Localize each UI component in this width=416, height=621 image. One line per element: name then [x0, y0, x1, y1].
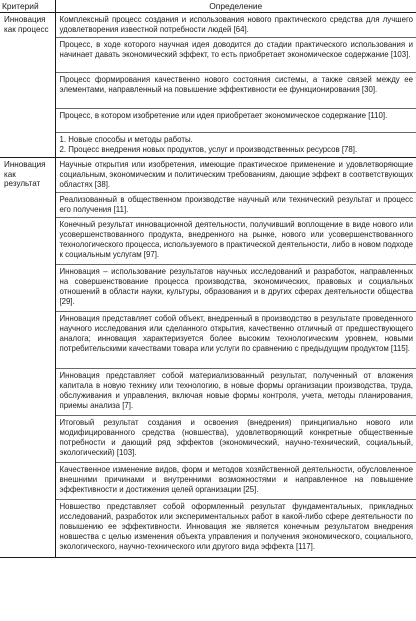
definition-item: Процесс, в котором изобретение или идея приобретает экономическое содержание [110].: [56, 109, 416, 133]
table-header-row: [0, 0, 416, 13]
header-definition: Определение: [55, 0, 416, 13]
criterion-result: Инновация как результат: [0, 158, 55, 558]
definition-item: Итоговый результат создания и освоения (внедрения) принципиально нового или модифицированного средства (новшества), удовлетворяющий конкретные общественные потребности и дающий ряд эффектов (экономический, научно-технический, социальный, экологический) [103].: [56, 416, 416, 463]
definition-item: Качественное изменение видов, форм и методов хозяйственной деятельности, обусловленное внешними причинами и внутренними возможностями и направленное на повышение эффективности и достижения целей организации [25].: [56, 463, 416, 500]
definition-item: Процесс формирования качественно нового состояния системы, а также связей между ее элементами, направленный на повышение эффективности ее функционирования [30].: [56, 73, 416, 109]
definition-item: Процесс, в ходе которого научная идея доводится до стадии практического использования и начинает давать экономический эффект, то есть приобретает экономическое содержание [103].: [56, 38, 416, 73]
group-row-result: [0, 158, 416, 558]
definition-item: 1. Новые способы и методы работы. 2. Процесс внедрения новых продуктов, услуг и производственных ресурсов [78].: [59, 135, 358, 154]
definition-item: Научные открытия или изобретения, имеющие практическое применение и удовлетворяющие социальным, экономическим и политическим требованиям, дающие эффект в соответствующих областях [38].: [56, 158, 416, 193]
definition-item: Инновация представляет собой объект, внедренный в производство в результате проведенного научного исследования или сделанного открытия, качественно отличный от предшествующего аналога; инновация характеризуется более высоким технологическим уровнем, новыми потребительскими качествами товара или услуги по сравнению с предыдущим продуктом [115].: [56, 312, 416, 369]
header-criterion: Критерий: [0, 0, 55, 13]
definitions-result: [55, 158, 416, 558]
definition-item: Новшество представляет собой оформленный результат фундаментальных, прикладных исследований, разработок или экспериментальных работ в какой-либо сфере деятельности по повышению ее эффективности. Инновация же является конечным результатом внедрения новшества с целью изменения объекта управления и получения экономического, социального, экологического, научно-технического или другого вида эффекта [117].: [59, 502, 413, 551]
definitions-process: [55, 13, 416, 158]
criterion-process: Инновация как процесс: [0, 13, 55, 158]
definition-item: Комплексный процесс создания и использования нового практического средства для лучшего удовлетворения известной потребности людей [64].: [56, 13, 416, 38]
definition-item: Инновация представляет собой материализованный результат, полученный от вложения капитала в новую технику или технологию, в новые формы организации производства, труда, обслуживания и управления, включая новые формы контроля, учета, методы планирования, приемы анализа [7].: [56, 369, 416, 416]
definition-item: Конечный результат инновационной деятельности, получивший воплощение в виде нового или усовершенствованного продукта, внедренного на рынке, нового или усовершенствованного технологического процесса, используемого в практической деятельности, либо в новом подходе к социальным услугам [97].: [56, 218, 416, 265]
definition-item: Реализованный в общественном производстве научный или технический результат и процесс его получения [11].: [56, 193, 416, 218]
group-row-process: [0, 13, 416, 158]
definition-item: Инновация – использование результатов научных исследований и разработок, направленных на совершенствование процесса производства, экономических, правовых и социальных отношений в области науки, культуры, образования и в других сферах деятельности общества [29].: [56, 265, 416, 312]
